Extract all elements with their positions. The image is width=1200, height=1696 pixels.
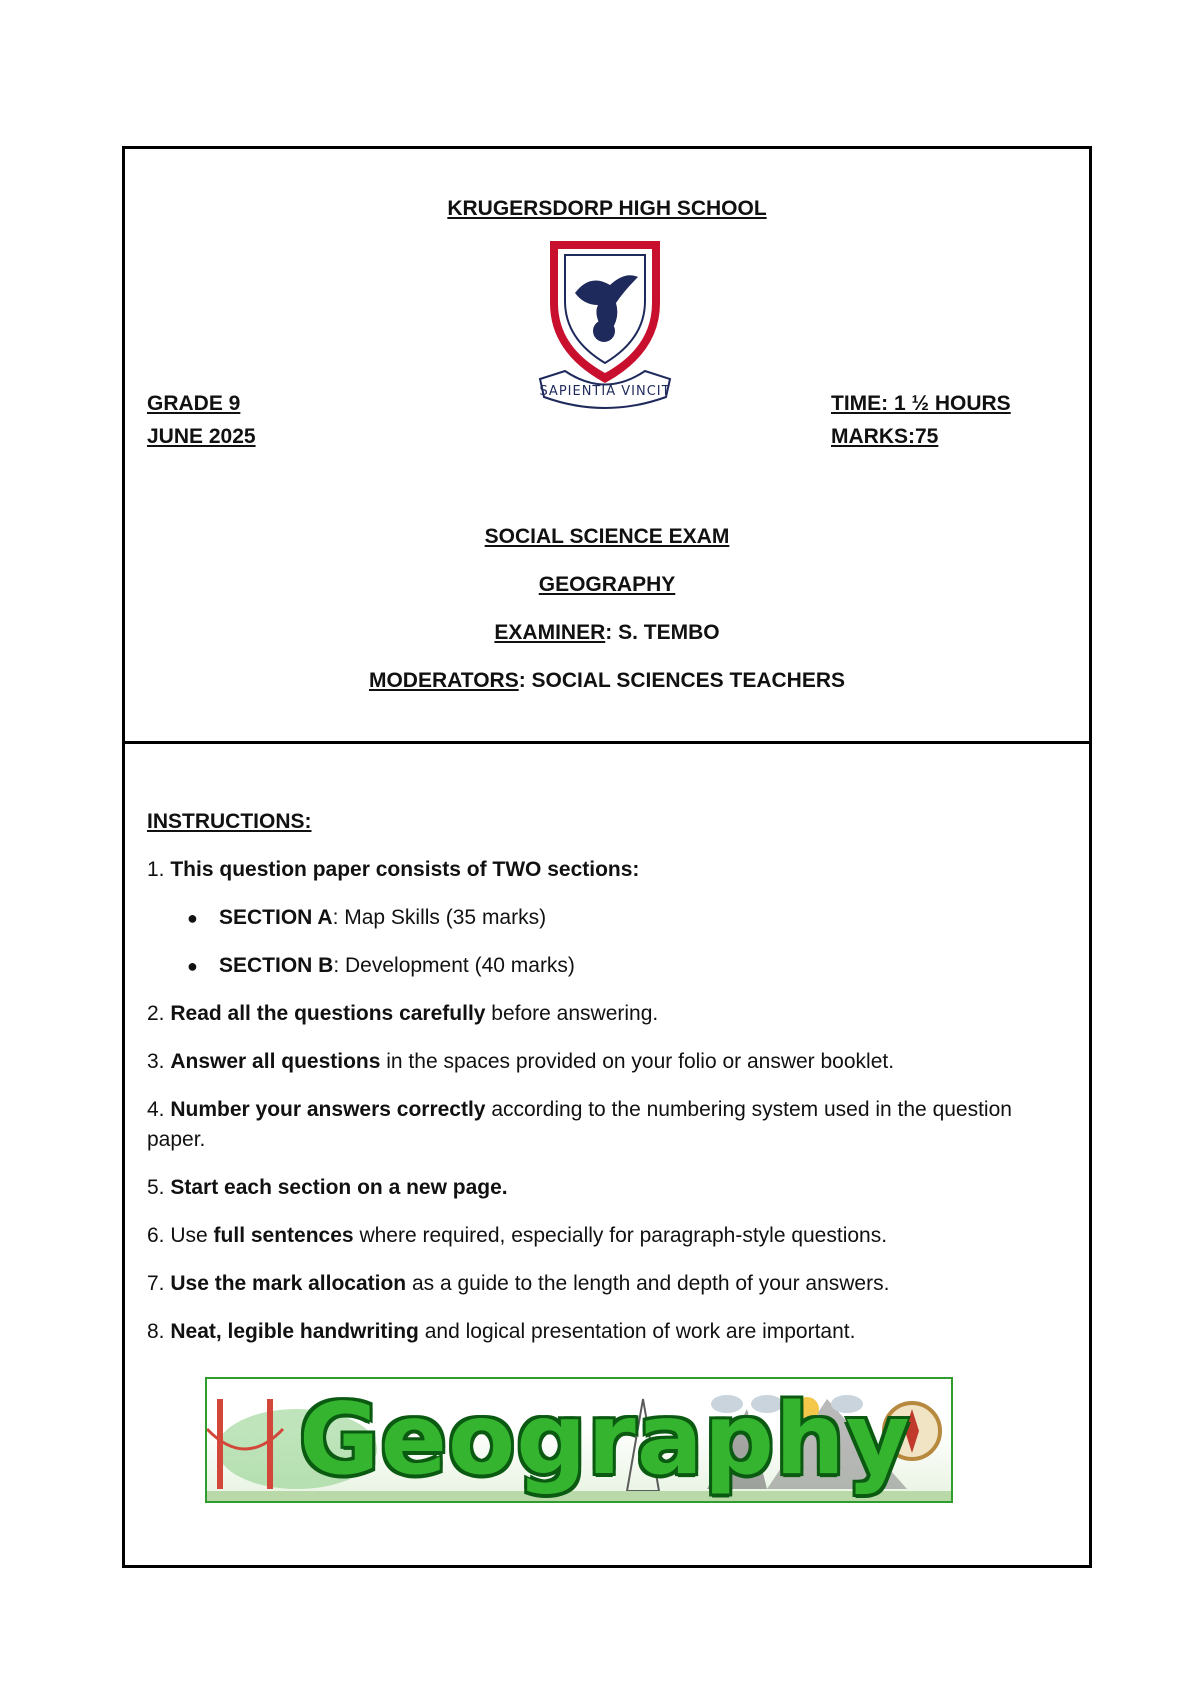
item-number: 8. [147,1320,171,1343]
svg-text:SAPIENTIA VINCIT: SAPIENTIA VINCIT [539,384,671,399]
section-divider [125,741,1089,744]
section-a-label: SECTION A [219,906,333,929]
examiner-line [125,621,1089,645]
banner-title: Geography [299,1383,911,1497]
item-bold-text: Read all the questions carefully [170,1002,486,1025]
item-number: 3. [147,1050,171,1073]
exam-time: TIME: 1 ½ HOURS [831,392,1011,415]
item-bold-text: Number your answers correctly [170,1098,486,1121]
moderators-label: MODERATORS [368,669,519,692]
section-b-label: SECTION B [219,954,334,977]
item-bold-text: Answer all questions [170,1050,381,1073]
item-number: 2. [147,1002,171,1025]
grade-label: GRADE 9 [147,392,241,415]
grade-date-block [147,387,256,453]
item-bold-text: Neat, legible handwriting [170,1320,419,1343]
item-text: in the spaces provided on your folio or answer booklet. [380,1050,895,1073]
list-item-section-a [147,903,1059,933]
section-b-desc: : Development (40 marks) [333,954,575,977]
instruction-item-8 [147,1317,1059,1347]
item-text: according to the numbering system used in the question paper. [147,1098,1012,1151]
item-text: as a guide to the length and depth of your answers. [406,1272,890,1295]
bullet-icon: ● [187,956,198,976]
school-name: KRUGERSDORP HIGH SCHOOL [447,197,767,220]
examiner-value: : S. TEMBO [605,621,720,644]
item-text: where required, especially for paragraph-style questions. [353,1224,888,1247]
instruction-item-5 [147,1173,1059,1203]
total-marks: MARKS:75 [831,425,939,448]
item-number: 5. [147,1176,171,1199]
moderators-line [125,669,1089,693]
geography-banner [205,1377,953,1503]
subject-title: GEOGRAPHY [538,573,676,596]
instruction-item-6 [147,1221,1059,1251]
exam-title: SOCIAL SCIENCE EXAM [484,525,730,548]
item-number: 1. [147,858,171,881]
instructions-block [147,807,1059,1365]
moderators-value: : SOCIAL SCIENCES TEACHERS [518,669,846,692]
item-text: and logical presentation of work are important. [418,1320,856,1343]
sections-list [147,903,1059,981]
bullet-icon: ● [187,908,198,928]
item-text: Use [170,1224,214,1247]
list-item-section-b [147,951,1059,981]
item-bold-text: This question paper consists of TWO sections: [170,858,640,881]
item-bold-text: Use the mark allocation [170,1272,407,1295]
instruction-item-1 [147,855,1059,885]
item-bold-text: full sentences [213,1224,354,1247]
instruction-item-4 [147,1095,1059,1155]
item-number: 6. [147,1224,171,1247]
item-bold-text: Start each section on a new page. [170,1176,508,1199]
time-marks-block [831,387,1011,453]
instruction-item-2 [147,999,1059,1029]
item-text: before answering. [485,1002,659,1025]
exam-date: JUNE 2025 [147,425,256,448]
item-number: 7. [147,1272,171,1295]
examiner-label: EXAMINER [494,621,606,644]
item-number: 4. [147,1098,171,1121]
instruction-item-3 [147,1047,1059,1077]
section-a-desc: : Map Skills (35 marks) [332,906,547,929]
exam-cover-frame [122,146,1092,1568]
instruction-item-7 [147,1269,1059,1299]
school-crest-icon [520,233,690,413]
instructions-heading: INSTRUCTIONS: [147,810,312,833]
